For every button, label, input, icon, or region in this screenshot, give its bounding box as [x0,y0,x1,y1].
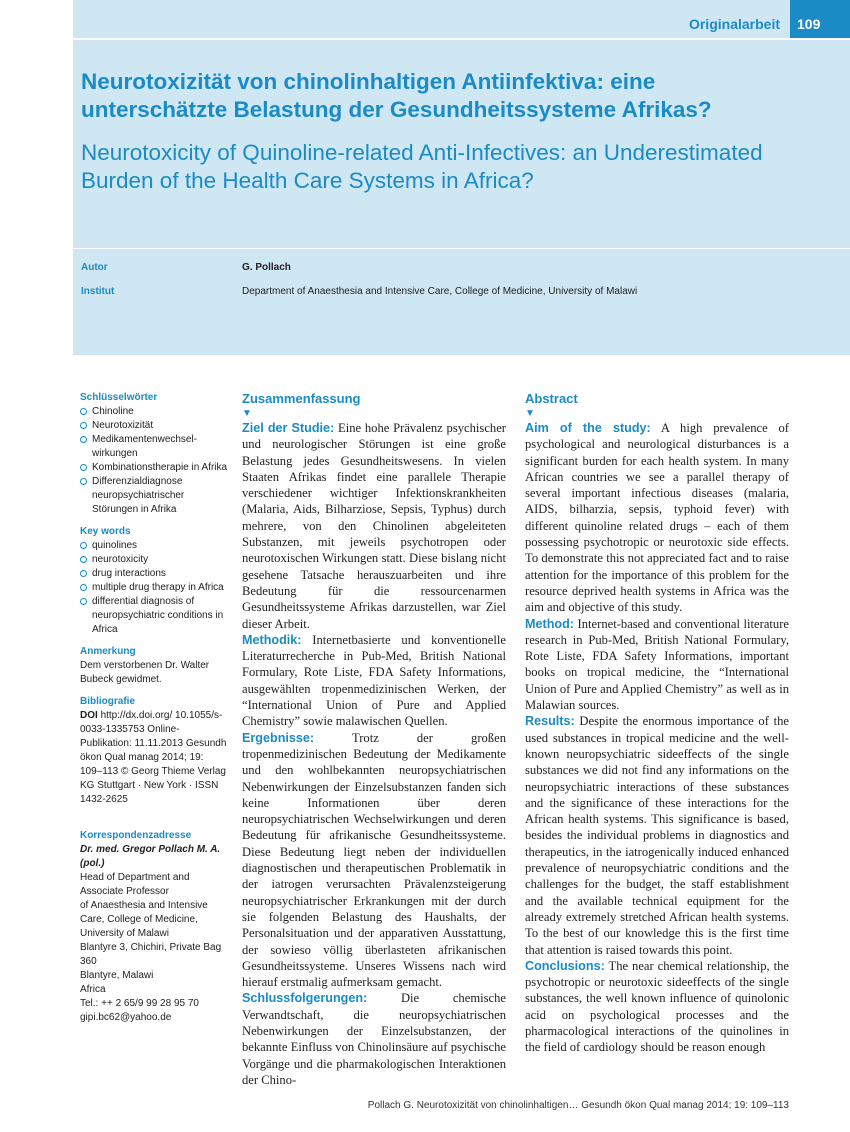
bibliography-body: http://dx.doi.org/ 10.1055/s-0033-1335753 Online-Publikation: 11.11.2013 Gesundh ökon Qual manag 2014; 19: 109–113 © Georg Thieme Verlag KG Stuttgart · New York · ISSN 1432-2625 [80,710,227,805]
correspondence-line: Africa [80,984,106,995]
list-item: Kombinationstherapie in Afrika [80,461,228,475]
author-label: Autor [81,262,108,273]
header-divider [73,38,850,40]
triangle-marker-icon: ▼ [525,408,535,419]
note-text: Dem verstorbenen Dr. Walter Bubeck gewidmet. [80,660,210,685]
list-item: drug interactions [80,567,228,581]
circle-bullet-icon [80,436,87,443]
circle-bullet-icon [80,464,87,471]
correspondence-line: Head of Department and Associate Professor [80,872,190,897]
correspondence-line: Tel.: ++ 2 65/9 99 28 95 70 [80,998,199,1009]
page-number: 109 [790,0,850,38]
abstract-de-heading: Zusammenfassung [242,391,361,406]
note-label: Anmerkung [80,646,136,657]
abstract-en-conclusions: Conclusions: The near chemical relationship, the psychotropic or neurotoxic sideeffects of the single substances, the well known influence of quinolonic acid on psychological processes and the pharmacological interactions of the quinolines in the field of cardiology should be reason enough [525,958,789,1055]
abstract-de-aim: Ziel der Studie: Eine hohe Prävalenz psychischer und neurologischer Störungen ist eine große Belastung jedes Gesundheitswesens. In vielen Staaten Afrikas findet eine parallele Therapie verschiedener wichtiger Infektionskrankheiten (Malaria, Aids, Bilharziose, Sepsis, Typhus) durch mehrere, von den Chinolinen abgeleiteten Substanzen, mit jeweils psychotropen oder neurotoxischen Wirkungen statt. Diese bislang nicht gesehene Tatsache herauszuarbeiten und ihre Bedeutung für die ressourcenarmen Gesundheitssysteme Afrikas darzustellen, war Ziel dieser Arbeit. [242,421,507,631]
list-item: Chinoline [80,405,228,419]
author-name: G. Pollach [242,262,291,273]
footer-citation: Pollach G. Neurotoxizität von chinolinhaltigen… Gesundh ökon Qual manag 2014; 19: 109–113 [367,1100,789,1111]
keywords-en-list [80,539,228,637]
abstract-en-results: Results: Despite the enormous importance of the used substances in tropical medicine and the well-known neuropsychiatric sideeffects of the single substances we did not find any informations on the neuropsychiatric interactions of these substances and the significance of these interactions for the African health systems. This significance is based, besides the individual problems in diagnostics and therapeutics, in the iatrogenically induced enhanced prevalence of neuropsychiatric conditions and the challenges for the budget, the staff establishment and the available technical equipment for the already extremely stretched African health systems. To the best of our knowledge this is the first time that attention is raised towards this point. [525,714,789,957]
circle-bullet-icon [80,542,87,549]
list-item: differential diagnosis of neuropsychiatric conditions in Africa [80,595,228,637]
title-german: Neurotoxizität von chinolinhaltigen Antiinfektiva: eine unterschätzte Belastung der Gesundheitssysteme Afrikas? [81,69,712,122]
abstract-german [242,390,506,1088]
list-item: neurotoxicity [80,553,228,567]
keywords-en-label: Key words [80,526,131,537]
section-label: Originalarbeit [688,16,780,32]
bibliography-text [80,709,228,807]
abstract-en-method: Method: Internet-based and conventional literature research in Pub-Med, British National Formulary, Rote Liste, FDA Safety Informations, important books on tropical medicine, the “International Union of Pure and Applied Chemistry” as well as in Malawian sources. [525,616,789,713]
keywords-de-label: Schlüsselwörter [80,392,158,403]
title-english: Neurotoxicity of Quinoline-related Anti-Infectives: an Underestimated Burden of the Health Care Systems in Africa? [81,140,763,193]
circle-bullet-icon [80,422,87,429]
institute-label: Institut [81,286,115,297]
list-item: Neurotoxizität [80,419,228,433]
abstract-de-method: Methodik: Internetbasierte und konventionelle Literaturrecherche in Pub-Med, British National Formulary, Rote Liste, FDA Safety Informations, ausgewählten tropenmedizinischen Werken, der “International Union of Pure and Applied Chemistry” sowie malawischen Quellen. [242,632,506,729]
abstract-english [525,390,789,1056]
circle-bullet-icon [80,478,87,485]
circle-bullet-icon [80,556,87,563]
abstract-de-results: Ergebnisse: Trotz der großen tropenmedizinischen Bedeutung der Medikamente und den wohlbekannten neuropsychiatrischen Nebenwirkungen der Einzelsubstanzen fanden sich keine Informationen über deren neuropsychiatrischen Wechselwirkungen und deren Bedeutung für afrikanische Gesundheitssysteme. Diese Bedeutung liegt neben der individuellen diagnostischen und therapeutischen Problematik in der iatrogen verursachten Prävalenzsteigerung neuropsychiatrischer Erkrankungen mit der durch sie folgenden Belastung des Haushalts, der Personalsituation und der apparativen Ausstattung, der sowieso völlig überlasteten afrikanischen Gesundheitssysteme. Unseres Wissens nach wird hierauf erstmalig aufmerksam gemacht. [242,730,506,990]
circle-bullet-icon [80,408,87,415]
correspondence-line: Blantyre, Malawi [80,970,154,981]
list-item: Differenzialdiagnose neuropsychiatrischer Störungen in Afrika [80,475,228,517]
abstract-en-aim: Aim of the study: A high prevalence of psychological and neurological disturbances is a significant burden for each health system. In many African countries we see a parallel therapy of several important infectious diseases (malaria, AIDS, bilharzia, sepsis, typhoid fever) with different quinoline related drugs – each of them possessing psychotropic or neurotoxic side effects. To demonstrate this not appreciated fact and to raise attention for the importance of this problem for the resource deprived health systems in Africa was the aim and objective of this study. [525,421,789,615]
abstract-en-heading: Abstract [525,391,578,406]
circle-bullet-icon [80,570,87,577]
abstract-de-conclusions: Schlussfolgerungen: Die chemische Verwandtschaft, die neuropsychiatrischen Nebenwirkungen der Einzelsubstanzen, der bekannte Einfluss von Chinolinsäure auf psychische Vorgänge und die pharmakologischen Interaktionen der Chino- [242,991,506,1087]
doi-label: DOI [80,710,98,721]
circle-bullet-icon [80,584,87,591]
correspondence-line: of Anaesthesia and Intensive Care, College of Medicine, University of Malawi [80,900,208,939]
list-item: Medikamentenwechselwirkungen [80,433,228,461]
circle-bullet-icon [80,598,87,605]
institute-name: Department of Anaesthesia and Intensive Care, College of Medicine, University of Malawi [242,286,638,297]
triangle-marker-icon: ▼ [242,408,252,419]
correspondence-label: Korrespondenzadresse [80,830,192,841]
correspondence-email: gipi.bc62@yahoo.de [80,1012,172,1023]
list-item: multiple drug therapy in Africa [80,581,228,595]
correspondence-line: Blantyre 3, Chichiri, Private Bag 360 [80,942,222,967]
keywords-de-list [80,405,228,517]
correspondence-name: Dr. med. Gregor Pollach M. A. (pol.) [80,844,221,869]
list-item: quinolines [80,539,228,553]
sidebar [80,391,228,1025]
title-divider [73,248,850,249]
bibliography-label: Bibliografie [80,696,136,707]
